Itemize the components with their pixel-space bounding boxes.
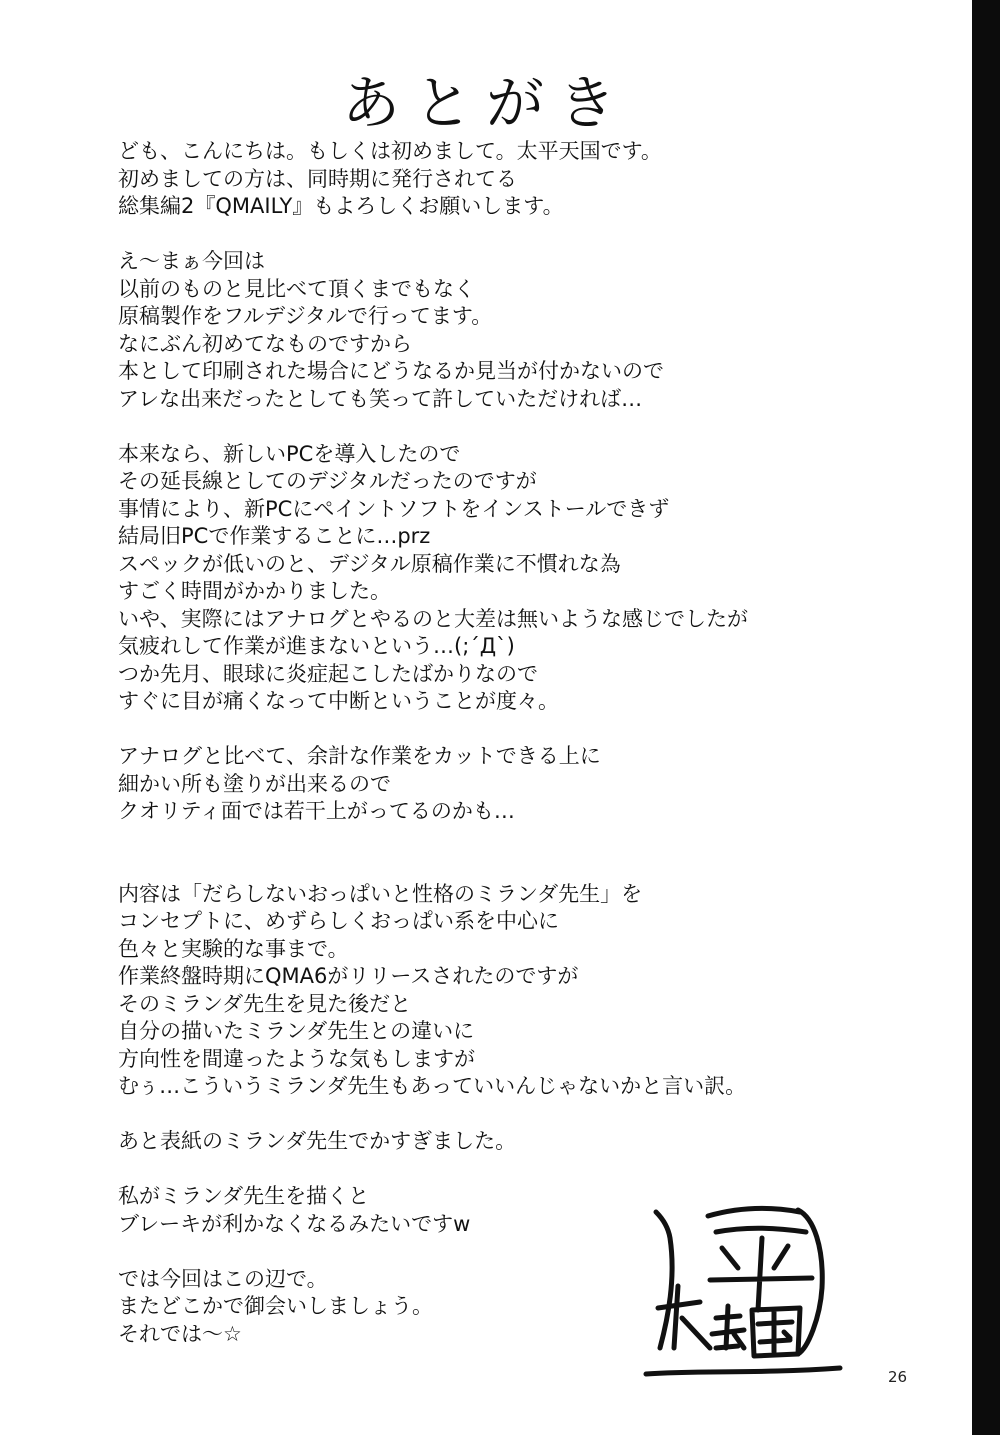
text-line: 作業終盤時期にQMA6がリリースされたのですが (118, 964, 579, 988)
text-line: そのミランダ先生を見た後だと (118, 991, 412, 1016)
text-line: またどこかで御会いしましょう。 (118, 1294, 433, 1318)
signature-stamp (638, 1198, 848, 1388)
text-line: むぅ…こういうミランダ先生もあっていいんじゃないかと言い訳。 (118, 1074, 747, 1098)
text-line: 事情により、新PCにペイントソフトをインストールできず (118, 496, 670, 521)
text-line: いや、実際にはアナログとやるのと大差は無いような感じでしたが (118, 606, 748, 631)
scan-edge-shadow (972, 0, 1000, 1435)
paragraph-pc (118, 441, 888, 716)
text-line: ども、こんにちは。もしくは初めまして。太平天国です。 (118, 139, 662, 163)
paragraph-analog (118, 743, 888, 826)
text-line: え～まぁ今回は (118, 249, 265, 273)
afterword-body (118, 138, 888, 1348)
text-line: 総集編2『QMAILY』もよろしくお願いします。 (118, 194, 564, 218)
text-line: あと表紙のミランダ先生でかすぎました。 (118, 1129, 517, 1153)
text-line: 以前のものと見比べて頂くまでもなく (118, 276, 475, 301)
text-line: 内容は「だらしないおっぱいと性格のミランダ先生」を (118, 881, 643, 906)
text-line: アナログと比べて、余計な作業をカットできる上に (118, 744, 601, 768)
paragraph-content (118, 881, 888, 1101)
paragraph-digital (118, 248, 888, 413)
text-line: なにぶん初めてなものですから (118, 331, 412, 356)
text-line: 結局旧PCで作業することに…prz (118, 524, 431, 548)
text-line: 自分の描いたミランダ先生との違いに (118, 1019, 475, 1043)
text-line: 方向性を間違ったような気もしますが (118, 1046, 475, 1071)
text-line: ブレーキが利かなくなるみたいですw (118, 1211, 471, 1236)
text-line: アレな出来だったとしても笑って許していただければ… (118, 386, 643, 411)
paragraph-greeting (118, 138, 888, 221)
text-line: その延長線としてのデジタルだったのですが (118, 469, 537, 493)
text-line: それでは～☆ (118, 1321, 242, 1346)
text-line: コンセプトに、めずらしくおっぱい系を中心に (118, 909, 559, 933)
text-line: 本来なら、新しいPCを導入したので (118, 441, 461, 466)
text-line: スペックが低いのと、デジタル原稿作業に不慣れな為 (118, 551, 621, 576)
text-line: 初めましての方は、同時期に発行されてる (118, 166, 517, 191)
text-line: 気疲れして作業が進まないという…(;´Д`) (118, 634, 515, 658)
text-line: すぐに目が痛くなって中断ということが度々。 (118, 689, 559, 713)
text-line: すごく時間がかかりました。 (118, 579, 391, 603)
text-line: では今回はこの辺で。 (118, 1266, 328, 1291)
text-line: 私がミランダ先生を描くと (118, 1184, 370, 1208)
text-line: 色々と実験的な事まで。 (118, 936, 349, 961)
text-line: クオリティ面では若干上がってるのかも… (118, 799, 515, 823)
text-line: 原稿製作をフルデジタルで行ってます。 (118, 304, 493, 328)
page-number: 26 (888, 1368, 908, 1386)
page-title: あとがき (341, 68, 630, 137)
text-line: つか先月、眼球に炎症起こしたばかりなので (118, 661, 538, 686)
paragraph-cover (118, 1128, 888, 1156)
text-line: 細かい所も塗りが出来るので (118, 771, 391, 796)
text-line: 本として印刷された場合にどうなるか見当が付かないので (118, 359, 664, 383)
